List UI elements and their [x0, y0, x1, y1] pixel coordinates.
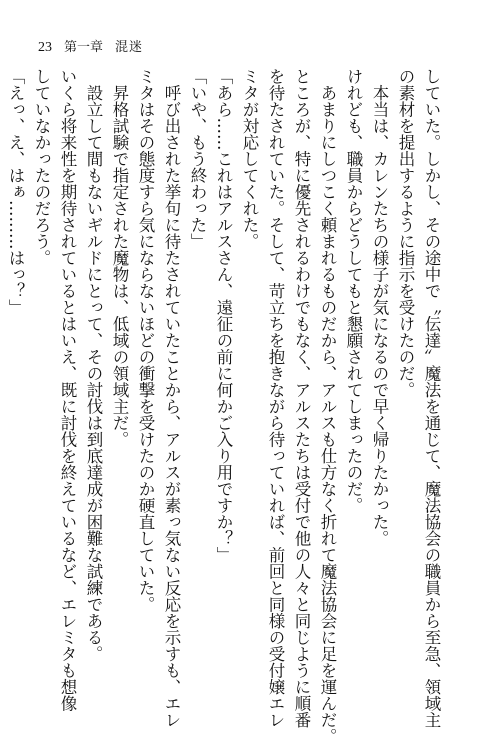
text-line: 昇格試験で指定された魔物は、低域の領域主だ。 [110, 68, 129, 448]
text-line: 設立して間もないギルドにとって、その討伐は到底達成が困難な試練である。 [84, 68, 103, 662]
text-line: 「あら……これはアルスさん、遠征の前に何かご入り用ですか？」 [214, 68, 233, 563]
page-number: 23 [38, 40, 52, 55]
text-line: ところが、特に優先されるわけでもなく、アルスたちは受付で他の人々と同じように順番 [292, 68, 311, 728]
text-line: 呼び出された挙句に待たされていたことから、アルスが素っ気ない反応を示すも、エレ [162, 68, 181, 728]
text-line: 「えっ、え、はぁ………はっ？」 [6, 68, 25, 316]
text-line: ミタはその態度すら気にならないほどの衝撃を受けたのか硬直していた。 [136, 68, 155, 613]
text-line: を待たされていた。そして、苛立ちを抱きながら待っていれば、前回と同様の受付嬢エレ [266, 68, 285, 728]
text-line: ミタが対応してくれた。 [240, 68, 259, 250]
text-line: いくら将来性を期待されているとはいえ、既に討伐を終えているなど、エレミタも想像 [58, 68, 77, 712]
page-header [38, 36, 143, 56]
text-line: 本当は、カレンたちの様子が気になるので早く帰りたかった。 [370, 68, 389, 547]
text-line: していなかったのだろう。 [32, 68, 51, 266]
text-line: あまりにしつこく頼まれるものだから、アルスも仕方なく折れて魔法協会に足を運んだ。 [318, 68, 337, 745]
vertical-body-text [6, 68, 444, 745]
text-line: の素材を提出するように指示を受けたのだ。 [396, 68, 415, 398]
text-line: していた。しかし、その途中で〝伝達〟魔法を通じて、魔法協会の職員から至急、領域主 [422, 68, 441, 728]
chapter-title: 混迷 [115, 40, 144, 55]
chapter-label: 第一章 [64, 40, 104, 55]
text-line: 「いや、もう終わった」 [188, 68, 207, 250]
text-line: けれども、職員からどうしてもと懇願されてしまったのだ。 [344, 68, 363, 514]
